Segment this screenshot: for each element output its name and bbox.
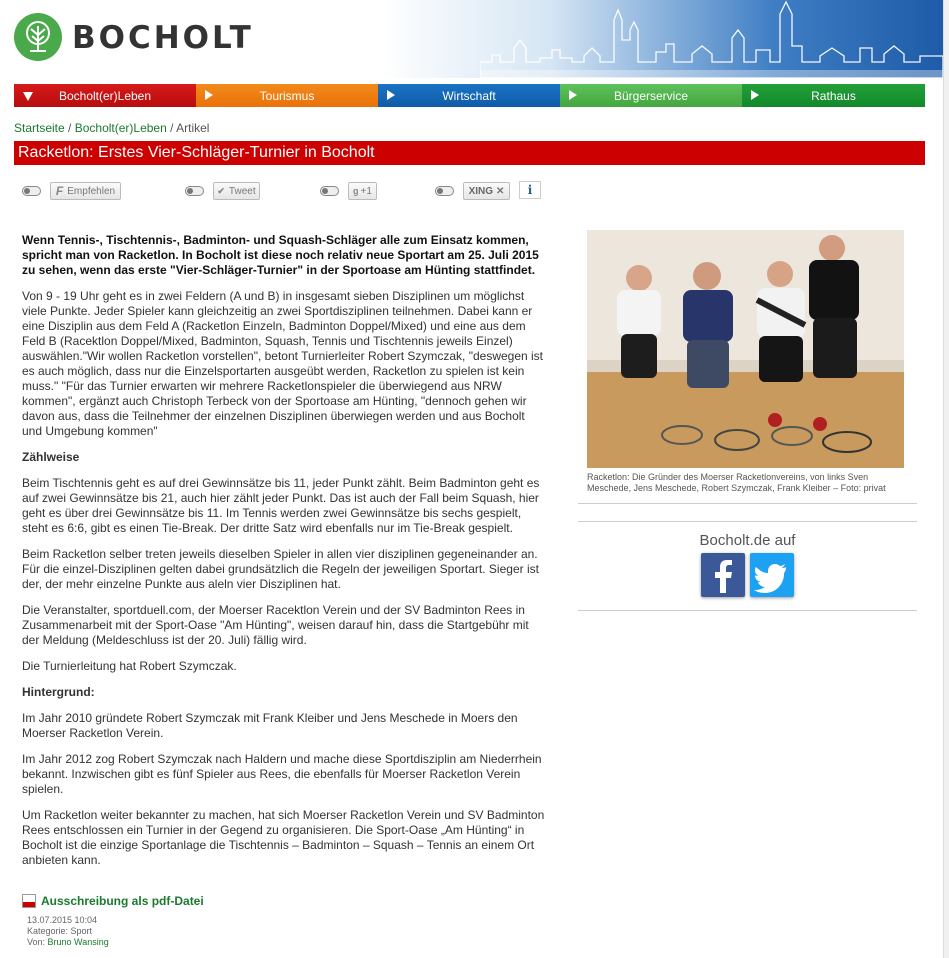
main-navigation <box>14 84 925 107</box>
facebook-profile-link[interactable] <box>701 553 745 597</box>
triangle-right-icon <box>569 90 577 100</box>
article-body <box>22 233 546 879</box>
xing-label: XING <box>468 185 494 197</box>
share-info-button[interactable]: i <box>519 181 541 199</box>
article-author-line <box>27 937 109 948</box>
nav-item-label: Tourismus <box>259 88 315 103</box>
nav-item-rathaus[interactable] <box>742 84 925 107</box>
triangle-right-icon <box>751 90 759 100</box>
triangle-right-icon <box>387 90 395 100</box>
article-subheading: Hintergrund: <box>22 685 95 699</box>
logo-emblem[interactable] <box>14 13 62 61</box>
photo-caption: Racketlon: Die Gründer des Moerser Racketlonvereins, von links Sven Meschede, Jens Meschede, Robert Szymczak, Frank Kleiber – Foto: privat <box>587 472 886 493</box>
gplus-label: +1 <box>360 185 372 197</box>
pdf-file-icon <box>22 894 36 908</box>
facebook-share-toggle[interactable] <box>22 186 41 196</box>
breadcrumb-section-link[interactable]: Bocholt(er)Leben <box>74 121 167 135</box>
facebook-recommend-label: Empfehlen <box>67 185 116 197</box>
pdf-download-label: Ausschreibung als pdf-Datei <box>41 894 204 908</box>
article-paragraph: Die Veranstalter, sportduell.com, der Moerser Racektlon Verein und der SV Badminton Rees in Zusammenarbeit mit der Sport-Oase "Am Hünting", weisen darauf hin, dass die Startgebühr mit der Meldung (Meldeschluss ist der 20. Juli) fällig wird. <box>22 603 529 647</box>
breadcrumb-separator: / <box>166 121 177 135</box>
twitter-share-toggle[interactable] <box>185 186 204 196</box>
logo-wordmark[interactable]: BOCHOLT <box>72 20 254 56</box>
gplus-icon: g <box>353 186 359 196</box>
tweet-button[interactable] <box>213 182 260 200</box>
facebook-f-icon: F <box>55 184 64 198</box>
sidebar-divider <box>578 610 917 611</box>
nav-item-label: Rathaus <box>811 88 856 103</box>
article-paragraph: Um Racketlon weiter bekannter zu machen, hat sich Moerser Racketlon Verein und SV Badminton Rees entschlossen ein Turnier in der Gegend zu organisieren. Die Sport-Oase „Am Hünting“ in Bocholt ist die einzige Sportanlage die Tischtennis – Badminton – Squash – Tennis an einem Ort anbieten kann. <box>22 808 545 867</box>
article-meta <box>27 915 109 948</box>
breadcrumb-current: Artikel <box>176 121 210 135</box>
article-intro: Wenn Tennis-, Tischtennis-, Badminton- und Squash-Schläger alle zum Einsatz kommen, spricht man von Racketlon. In Bocholt ist diese noch relativ neue Sportart am 25. Juli 2015 zu sehen, wenn das erste "Vier-Schläger-Turnier" in der Sportoase am Hünting stattfindet. <box>22 233 539 277</box>
author-link[interactable]: Bruno Wansing <box>47 937 109 947</box>
pdf-download-link[interactable] <box>22 894 204 908</box>
breadcrumb <box>14 121 209 135</box>
social-share-bar <box>22 182 552 202</box>
nav-item-wirtschaft[interactable] <box>378 84 560 107</box>
xing-share-toggle[interactable] <box>435 186 454 196</box>
article-paragraph: Beim Racketlon selber treten jeweils dieselben Spieler in allen vier disziplinen gegeneinander an. Für die einzel-Disziplinen gelten dabei grundsätzlich die Regeln der jeweiligen Sportart. Sieger ist der, der mehr einzelne Punkte aus aleln vier Disziplinen hat. <box>22 547 539 591</box>
nav-item-label: Bocholt(er)Leben <box>58 88 152 103</box>
city-skyline-image <box>480 0 943 78</box>
article-paragraph: Beim Tischtennis geht es auf drei Gewinnsätze bis 11, jeder Punkt zählt. Beim Badminton geht es auf zwei Gewinnsätze bis 21, auch hier zählt jeder Punkt. Das ist auch der Fall beim Squash, hier geht es über drei Gewinnsätze bis 11. Im Tennis werden zwei Gewinnsätze bis sechs gespielt, steht es 6:6, gibt es einen Tie-Break. Der dritte Satz wird ebenfalls nur im Tie-Break gespielt. <box>22 476 540 535</box>
page-title-bar <box>14 141 925 165</box>
twitter-profile-link[interactable] <box>750 553 794 597</box>
triangle-right-icon <box>205 90 213 100</box>
nav-item-buergerservice[interactable] <box>560 84 742 107</box>
page-title: Racketlon: Erstes Vier-Schläger-Turnier in Bocholt <box>18 144 375 161</box>
article-paragraph: Im Jahr 2012 zog Robert Szymczak nach Haldern und mache diese Sportdisziplin am Niederrhein bekannt. Inzwischen gibt es fünf Spieler aus Rees, die ebenfalls für Moerser Racketlon Verein spielen. <box>22 752 542 796</box>
breadcrumb-home-link[interactable]: Startseite <box>14 121 65 135</box>
twitter-icon <box>750 553 794 597</box>
players-photo-image <box>587 230 904 468</box>
facebook-recommend-button[interactable] <box>50 182 121 200</box>
tree-icon <box>14 13 62 61</box>
xing-button[interactable] <box>463 182 510 200</box>
author-prefix: Von: <box>27 937 48 947</box>
sidebar-divider <box>578 521 917 522</box>
nav-item-label: Wirtschaft <box>442 88 496 103</box>
sidebar-divider <box>578 503 917 504</box>
twitter-bird-icon: ✔ <box>217 185 225 196</box>
article-paragraph: Von 9 - 19 Uhr geht es in zwei Feldern (A und B) in insgesamt sieben Disziplinen um möglichst viele Punkte. Jeder Spieler kann gleichzeitig an zwei Sportdisziplinen teilnehmen. Dabei kann er eine Disziplin aus dem Feld A (Racketlon Einzeln, Badminton Doppel/Mixed) und eine aus dem Feld B (Racektlon Doppel/Mixed, Badminton, Squash, Tennis und Tischtennis jeweils Einzel) auswählen."Wir wollen Racketlon vorstellen", betont Turnierleiter Robert Szymczak, "deswegen ist es auch möglich, dass nur die Einzelsportarten ausgeübt werden, Racketlon zu spielen ist kein muss." "Für das Turnier erwarten wir mehrere Racketlonspieler die überwiegend aus NRW kommen", ergänzt auch Christoph Terbeck von der Sportoase am Hünting, "dennoch gehen wir davon aus, dass die Teilnehmer der einzelnen Disziplinen überwiegen werden und aus Bocholt und Umgebung kommen" <box>22 289 544 438</box>
breadcrumb-separator: / <box>64 121 75 135</box>
tweet-label: Tweet <box>228 185 256 197</box>
article-paragraph: Im Jahr 2010 gründete Robert Szymczak mit Frank Kleiber und Jens Meschede in Moers den Moerser Racketlon Verein. <box>22 711 518 740</box>
xing-x-icon: ✕ <box>496 185 505 197</box>
article-photo[interactable] <box>587 230 904 468</box>
facebook-icon <box>701 553 745 597</box>
site-header <box>0 0 943 78</box>
article-date: 13.07.2015 10:04 <box>27 915 98 925</box>
article-subheading: Zählweise <box>22 450 80 464</box>
window-right-edge <box>943 0 949 958</box>
article-category: Kategorie: Sport <box>27 926 93 936</box>
gplus-share-toggle[interactable] <box>320 186 339 196</box>
article-paragraph: Die Turnierleitung hat Robert Szymczak. <box>22 659 237 673</box>
gplus-button[interactable] <box>348 182 377 200</box>
nav-item-tourismus[interactable] <box>196 84 378 107</box>
social-heading: Bocholt.de auf <box>699 532 796 549</box>
triangle-down-icon <box>23 92 33 101</box>
nav-item-bocholt-leben[interactable] <box>14 84 196 107</box>
nav-item-label: Bürgerservice <box>613 88 689 103</box>
